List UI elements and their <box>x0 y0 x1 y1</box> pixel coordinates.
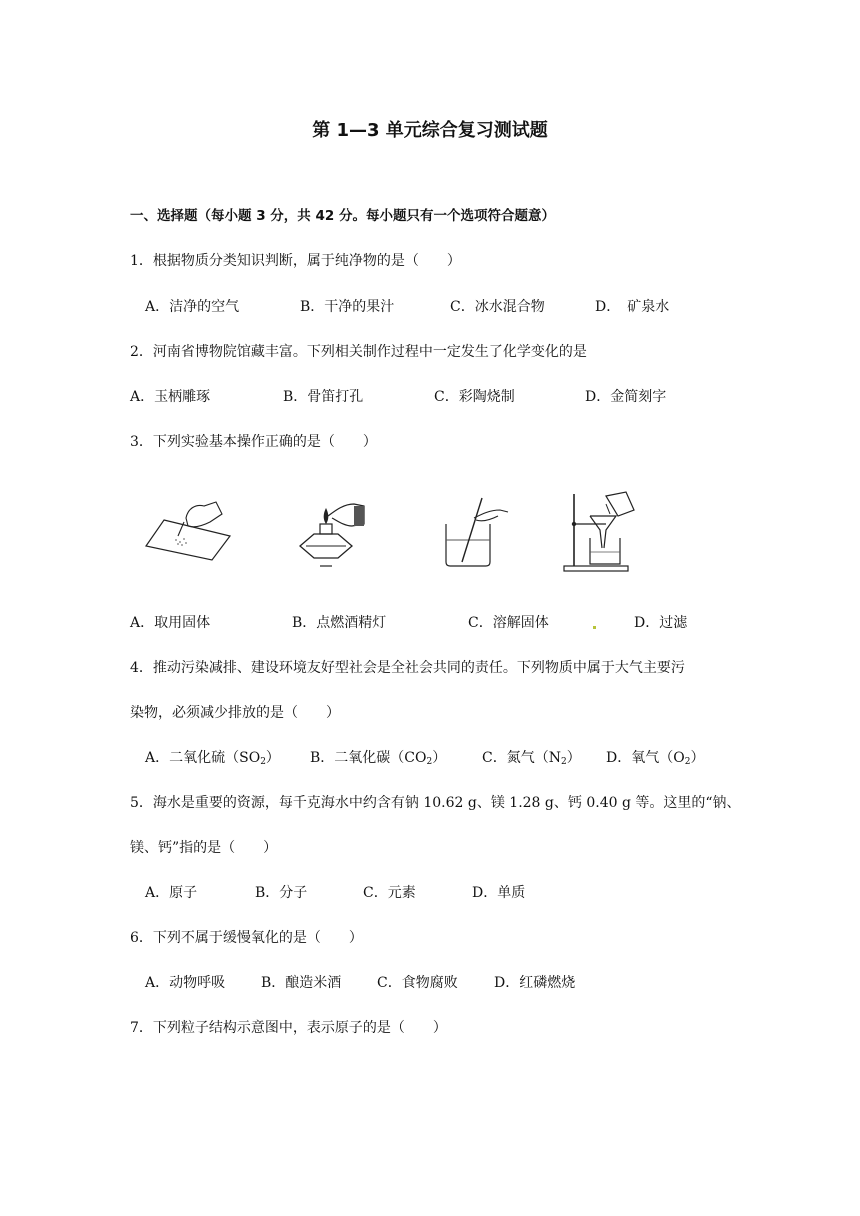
q6-option-a: A．动物呼吸 <box>145 975 226 991</box>
q4-option-a: A．二氧化硫$(SO_2)$ <box>145 750 280 767</box>
q5-option-c: C．元素 <box>363 885 416 901</box>
q3-option-c: C．溶解固体 <box>468 615 549 631</box>
q2-option-c: C．彩陶烧制 <box>434 389 515 405</box>
question-6-stem: 6．下列不属于缓慢氧化的是（ ） <box>130 930 363 946</box>
q4-option-d: D．氧气$(O_2)$ <box>606 750 705 767</box>
q1-option-d: D． 矿泉水 <box>595 299 670 315</box>
question-2-stem: 2．河南省博物院馆藏丰富。下列相关制作过程中一定发生了化学变化的是 <box>130 344 587 360</box>
q4-option-c: C．氮气$(N_2)$ <box>482 750 581 767</box>
q6-option-c: C．食物腐败 <box>377 975 458 991</box>
q5-option-a: A．原子 <box>145 885 198 901</box>
q5-option-b: B．分子 <box>255 885 308 901</box>
q5-option-d: D．单质 <box>472 885 526 901</box>
q6-option-d: D．红磷燃烧 <box>494 975 576 991</box>
q1-option-a: A．洁净的空气 <box>145 299 240 315</box>
q2-option-b: B．骨笛打孔 <box>283 389 364 405</box>
q3-option-d: D．过滤 <box>634 615 688 631</box>
question-3-stem: 3．下列实验基本操作正确的是（ ） <box>130 434 377 450</box>
q6-option-b: B．酿造米酒 <box>261 975 342 991</box>
fig-alcohol-lamp <box>292 494 372 570</box>
question-4-stem-line2: 染物，必须减少排放的是（ ） <box>130 705 340 721</box>
q1-option-c: C．冰水混合物 <box>450 299 545 315</box>
q3-option-a: A．取用固体 <box>130 615 211 631</box>
q3-option-b: B．点燃酒精灯 <box>292 615 387 631</box>
q1-option-b: B．干净的果汁 <box>300 299 395 315</box>
fig-filtration <box>562 490 640 572</box>
question-5-stem-line2: 镁、钙”指的是（ ） <box>130 840 278 856</box>
question-7-stem: 7．下列粒子结构示意图中，表示原子的是（ ） <box>130 1020 447 1036</box>
fig-dissolving-solid <box>438 496 512 570</box>
question-4-stem-line1: 4．推动污染减排、建设环境友好型社会是全社会共同的责任。下列物质中属于大气主要污 <box>130 660 685 676</box>
page-title: 第 1—3 单元综合复习测试题 <box>312 120 548 141</box>
q2-option-a: A．玉柄雕琢 <box>130 389 211 405</box>
stray-mark <box>593 626 596 629</box>
fig-taking-solid <box>142 500 232 562</box>
section-heading: 一、选择题（每小题 3 分，共 42 分。每小题只有一个选项符合题意） <box>130 208 555 224</box>
q4-option-b: B．二氧化碳$(CO_2)$ <box>310 750 447 767</box>
question-1-stem: 1．根据物质分类知识判断，属于纯净物的是（ ） <box>130 253 461 269</box>
q2-option-d: D．金简刻字 <box>585 389 667 405</box>
question-5-stem-line1: 5．海水是重要的资源，每千克海水中约含有钠 10.62 g、镁 1.28 g、钙 0.40 g 等。这里的“钠、 <box>130 795 741 811</box>
